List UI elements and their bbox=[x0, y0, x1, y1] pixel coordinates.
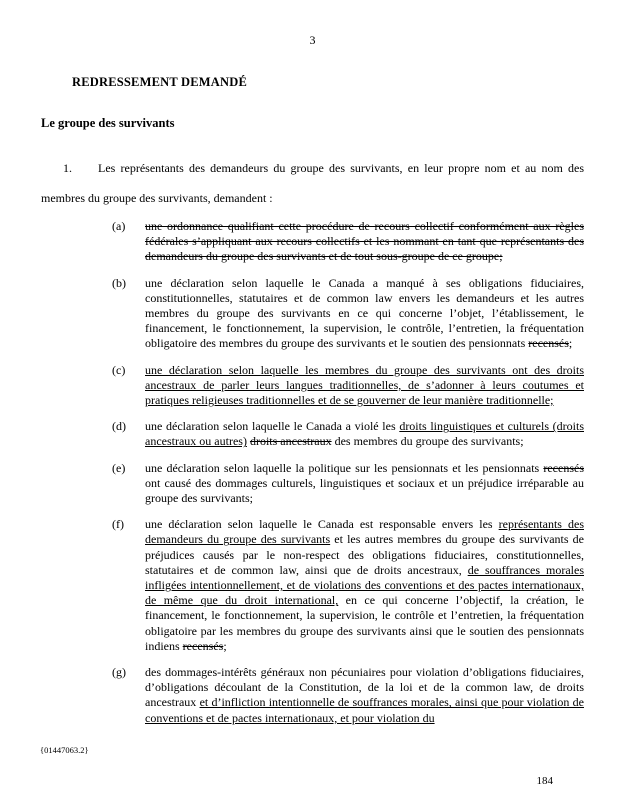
relief-list bbox=[41, 219, 584, 726]
text-run-normal: une déclaration selon laquelle le Canada a violé les bbox=[145, 419, 400, 434]
text-run-underline: représentants des demandeurs du groupe des survivants bbox=[145, 517, 584, 547]
paragraph-1-text: Les représentants des demandeurs du groupe des survivants, en leur propre nom et au nom des membres du groupe des survivants, demandent : bbox=[41, 161, 584, 205]
item-label: (f) bbox=[112, 517, 124, 532]
relief-item-f bbox=[41, 517, 584, 654]
section-heading: Le groupe des survivants bbox=[41, 116, 175, 130]
text-run-normal: ont causé des dommages culturels, linguistiques et sociaux et un préjudice irréparable au groupe des survivants; bbox=[145, 475, 584, 506]
item-label: (g) bbox=[112, 665, 126, 680]
item-text bbox=[145, 665, 584, 726]
item-text bbox=[145, 419, 584, 449]
text-run-strike: recensés bbox=[543, 460, 584, 475]
text-run-normal: des membres du groupe des survivants; bbox=[331, 434, 524, 449]
text-run-underline: droits linguistiques et culturels (droits ancestraux ou autres) bbox=[145, 419, 584, 449]
relief-item-b bbox=[41, 276, 584, 352]
paragraph-number: 1. bbox=[63, 161, 72, 175]
page-number-top: 3 bbox=[309, 33, 316, 47]
paragraph-1 bbox=[41, 153, 584, 213]
text-run-normal: une déclaration selon laquelle le Canada est responsable envers les bbox=[145, 517, 499, 532]
page-number-bottom: 184 bbox=[536, 775, 553, 787]
text-run-underline: et d’infliction intentionnelle de souffrances morales, ainsi que pour violation de conventions et de pactes internationaux, et pour violation du bbox=[145, 695, 584, 725]
text-run-strike: recensés bbox=[528, 336, 569, 351]
item-label: (a) bbox=[112, 219, 126, 233]
text-run-normal: et les autres membres du groupe des survivants de préjudices causés par le non-respect des obligations fiduciaires, constitutionnelles, statutaires et de common law, ainsi que de droits ancestraux, bbox=[145, 532, 584, 577]
item-text bbox=[145, 517, 584, 654]
relief-item-a bbox=[41, 219, 584, 265]
item-label: (b) bbox=[112, 275, 126, 290]
text-run-normal: en ce qui concerne l’objectif, la création, le financement, le fonctionnement, la supervision, le contrôle et l’entretien, la fréquentation obligatoire par les membres du groupe des survivants ainsi que le soutien des pensionnats indiens bbox=[145, 593, 584, 653]
relief-item-d bbox=[41, 419, 584, 449]
text-run-normal: ; bbox=[568, 336, 573, 351]
text-run-normal: des dommages-intérêts généraux non pécuniaires pour violation d’obligations fiduciaires, d’obligations découlant de la Constitution, de la loi et de la common law, de droits ancestraux bbox=[145, 665, 584, 710]
relief-item-e bbox=[41, 461, 584, 507]
text-run-normal: ; bbox=[223, 638, 227, 653]
item-text bbox=[145, 461, 584, 507]
item-text bbox=[145, 219, 584, 265]
text-run-underline: de souffrances morales infligées intentionnellement, et de violations des conventions et des pactes internationaux, de même que du droit international, bbox=[145, 562, 584, 608]
text-run-underline: une déclaration selon laquelle les membres du groupe des survivants ont des droits ancestraux de parler leurs langues traditionnelles, de s’adonner à leurs coutumes et pratiques religieuses traditionnelles et de se gouverner de leur manière traditionnelle; bbox=[145, 362, 584, 408]
text-run-normal: une déclaration selon laquelle la politique sur les pensionnats et les pensionnats bbox=[145, 460, 544, 475]
relief-item-c bbox=[41, 363, 584, 409]
item-label: (c) bbox=[112, 362, 126, 377]
item-label: (e) bbox=[112, 460, 126, 475]
text-run-strike: recensés bbox=[182, 638, 224, 653]
item-label: (d) bbox=[112, 419, 126, 434]
text-run-strike: droits ancestraux bbox=[249, 434, 332, 449]
item-text bbox=[145, 276, 584, 352]
item-text bbox=[145, 363, 584, 409]
text-run-normal: une déclaration selon laquelle le Canada a manqué à ses obligations fiduciaires, constitutionnelles, statutaires et de common law envers les demandeurs et les autres membres du groupe des survivants en ce qui concerne l’objet, l’établissement, le financement, le fonctionnement, la supervision, le contrôle, l’entretien, la fréquentation obligatoire des membres du groupe des survivants et le soutien des pensionnats bbox=[145, 275, 584, 351]
relief-item-g bbox=[41, 665, 584, 726]
text-run-strike: une ordonnance qualifiant cette procédure de recours collectif conformément aux règles fédérales s’appliquant aux recours collectifs et les nommant en tant que représentants des demandeurs du groupe des survivants et de tout sous-groupe de ce groupe; bbox=[145, 219, 584, 264]
docket-number: {01447063.2} bbox=[40, 745, 89, 755]
document-title: REDRESSEMENT DEMANDÉ bbox=[72, 75, 247, 89]
